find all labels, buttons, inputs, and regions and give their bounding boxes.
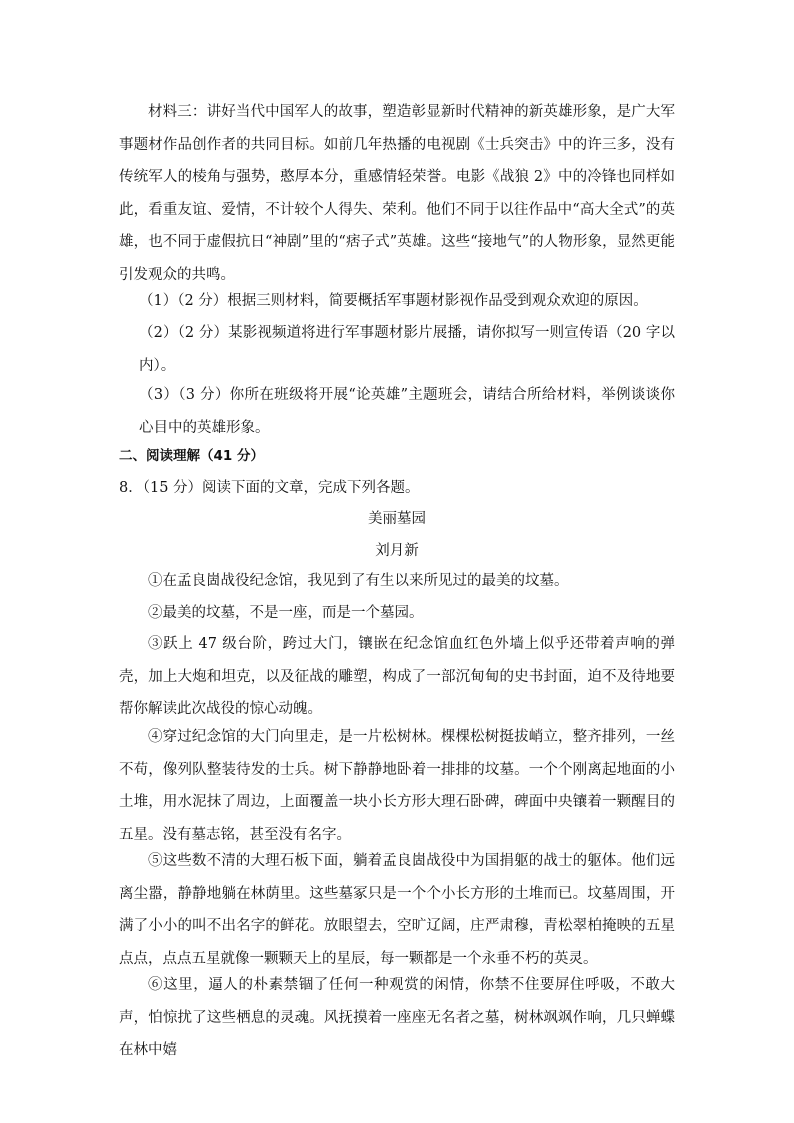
- article-paragraph-4: ④穿过纪念馆的大门向里走，是一片松树林。棵棵松树挺拔峭立，整齐排列，一丝不苟，像列队整装待发的士兵。树下静静地卧着一排排的坟墓。一个个刚离起地面的小土堆，用水泥抹了周边，上面覆盖一块小长方形大理石卧碑，碑面中央镶着一颗醒目的五星。没有墓志铭，甚至没有名字。: [119, 729, 675, 843]
- question-8-prompt: 8．（15 分）阅读下面的文章，完成下列各题。: [119, 480, 420, 496]
- question-1: （1）（2 分）根据三则材料，简要概括军事题材影视作品受到观众欢迎的原因。: [139, 293, 648, 309]
- article-title: 美丽墓园: [368, 511, 426, 527]
- article-paragraph-6: ⑥这里，逼人的朴素禁锢了任何一种观赏的闲情，你禁不住要屏住呼吸，不敢大声，怕惊扰了这些栖息的灵魂。风抚摸着一座座无名者之墓，树林飒飒作响，几只蝉蝶在林中嬉: [119, 977, 675, 1059]
- article-paragraph-3: ③跃上 47 级台阶，跨过大门，镶嵌在纪念馆血红色外墙上似乎还带着声响的弹壳，加上大炮和坦克，以及征战的雕塑，构成了一部沉甸甸的史书封面，迫不及待地要帮你解读此次战役的惊心动魄。: [119, 636, 675, 718]
- article-paragraph-1: ①在孟良崮战役纪念馆，我见到了有生以来所见过的最美的坟墓。: [148, 573, 569, 589]
- material-three-paragraph: 材料三：讲好当代中国军人的故事，塑造彰显新时代精神的新英雄形象，是广大军事题材作品创作者的共同目标。如前几年热播的电视剧《士兵突击》中的许三多，没有传统军人的棱角与强势，憨厚本分，重感情轻荣誉。电影《战狼 2》中的冷锋也同样如此，看重友谊、爱情，不计较个人得失、荣利。他们不同于以往作品中“高大全式”的英雄，也不同于虚假抗日“神剧”里的“痞子式”英雄。这些“接地气”的人物形象，显然更能引发观众的共鸣。: [119, 104, 675, 283]
- question-3: （3）（3 分）你所在班级将开展“论英雄”主题班会，请结合所给材料，举例谈谈你心目中的英雄形象。: [139, 387, 675, 436]
- article-author: 刘月新: [375, 543, 419, 559]
- article-paragraph-5: ⑤这些数不清的大理石板下面，躺着孟良崮战役中为国捐躯的战士的躯体。他们远离尘嚣，静静地躺在林荫里。这些墓冢只是一个个小长方形的土堆而已。坟墓周围，开满了小小的叫不出名字的鲜花。放眼望去，空旷辽阔，庄严肃穆，青松翠柏掩映的五星点点，点点五星就像一颗颗天上的星辰，每一颗都是一个永垂不朽的英灵。: [119, 853, 675, 967]
- section-heading: 二、阅读理解（41 分）: [119, 448, 264, 464]
- article-paragraph-2: ②最美的坟墓，不是一座，而是一个墓园。: [148, 605, 424, 621]
- question-2: （2）（2 分）某影视频道将进行军事题材影片展播，请你拟写一则宣传语（20 字以内）。: [139, 325, 675, 374]
